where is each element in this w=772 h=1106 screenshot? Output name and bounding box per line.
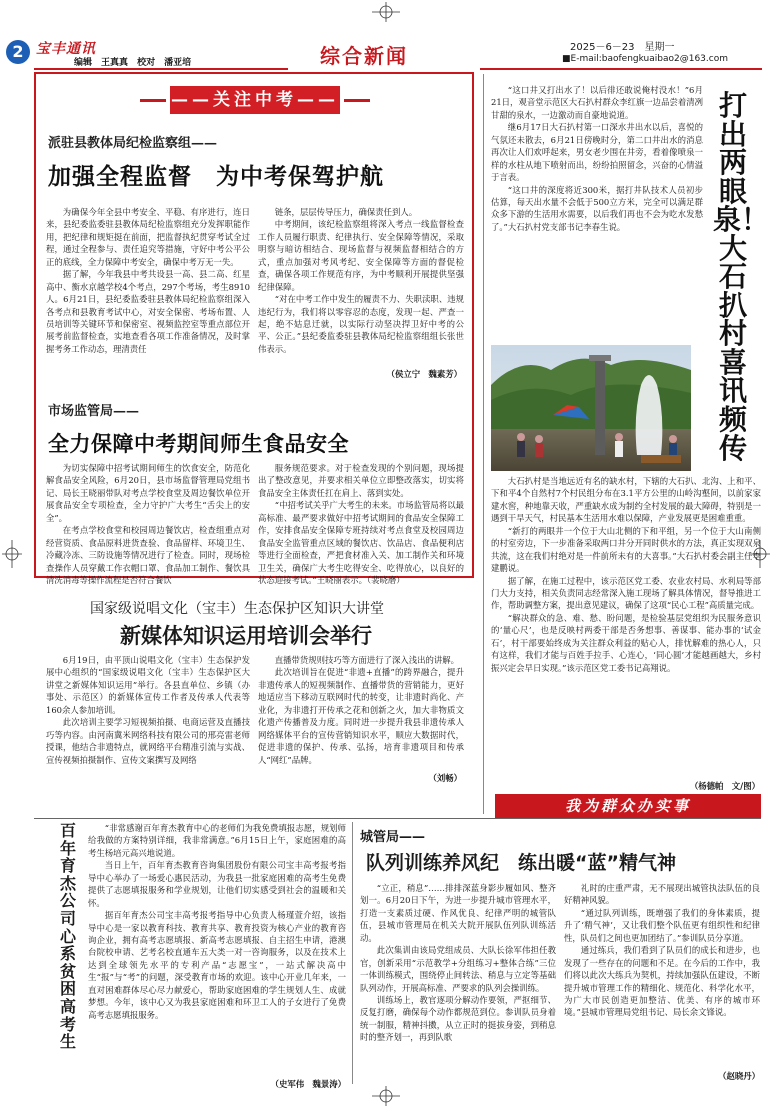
article-headline: 全力保障中考期间师生食品安全 (48, 432, 349, 456)
paragraph: “这口井又打出水了！以后徘还敢说俺村没水！”6月21日，观音堂示范区大石扒村群众李红旗一边品尝着清冽甘甜的泉水，一边激动而自豪地说道。 (491, 85, 703, 120)
banner-deco-line (344, 99, 370, 102)
article-kicker: 市场监管局—— (48, 404, 140, 419)
issue-date: 2025－6－23 星期一 (570, 42, 675, 53)
article-headline: 新媒体知识运用培训会举行 (120, 624, 372, 648)
article-headline: 打出两眼泉！大石扒村喜讯频传 (713, 89, 770, 465)
article-body-col2 (258, 462, 464, 585)
header-rule (480, 68, 762, 70)
photo-caption: 大石扒村是当地远近有名的缺水村，下辖的大石扒、北沟、上和平、下和平4个自然村7个村民组分布在3.1平方公里的山岭沟壑间，以前家家建水窖，种地靠天收，严重缺水成为制约全村发展的最大障碍，特别是一遇到干旱天气，村民基本生活用水难以保障，产业发展更是困难重重。 (491, 476, 761, 524)
service-banner: 我为群众办实事 (495, 794, 761, 818)
article-body-col1 (360, 882, 556, 1080)
section-title: 综合新闻 (320, 44, 408, 68)
paragraph: “解决群众的急、难、愁、盼问题，是检验基层党组织为民服务意识的‘量心尺’，也是反映村两委干部是否务想事、善谋事、能办事的‘试金石’，村干部要始终成为关注群众利益的贴心人，排忧解难的热心人，只有这样，我们才能与百姓手拉手、心连心，‘同心圆’才能越画越大，乡村振兴定会早日实现。”该示范区党工委书记高翔说。 (491, 612, 761, 673)
banner-deco-line (140, 99, 166, 102)
editor-credits (74, 55, 197, 68)
article-headline: 加强全程监督 为中考保驾护航 (48, 164, 384, 190)
paragraph: “立正，稍息”……排排深蓝身影步履如风、整齐划一。6月20日下午，为进一步提升城市管理水平，打造一支素质过硬、作风优良、纪律严明的城管队伍，县城市管理局在机关大院开展队伍列队训练活动。 (360, 883, 556, 943)
paragraph: 直播带货规则技巧等方面进行了深入浅出的讲解。 (274, 655, 460, 665)
article-body-col2 (258, 206, 464, 364)
article-byline: （刘畅） (428, 773, 462, 783)
editor-name: 编辑 王真真 (74, 58, 129, 68)
paragraph: 中考期间，该纪检监察组将深入考点一线监督检查工作人员履行职责、纪律执行、安全保障等情况，采取明察与暗访相结合、现场监督与视频监督相结合的方式，重点加强对考风考纪、安全保障等方面的督促检查，确保各项工作规范有序，为中考顺利开展提供坚强纪律保障。 (258, 219, 464, 292)
article-body-col2 (258, 654, 464, 772)
article-headline: 百年育杰公司心系贫困高考生 (59, 821, 76, 1052)
paragraph: 此次集训由该局党组成员、大队长徐军伟担任教官，创新采用“示范教学+分组练习+整体合练”三位一体训练模式，围绕停止间转法、稍息与立定等基础队列动作，开展高标准、严要求的队列会操训练。 (360, 945, 556, 993)
paragraph: “通过队列训练，既增强了我们的身体素质，提升了‘精气神’，又让我们整个队伍更有组织性和纪律性，队员们之间也更加团结了。”参训队员分享道。 (564, 907, 760, 943)
well-drilling-photo (491, 345, 691, 471)
paragraph: 据了解，今年我县中考共设县一高、县二高、红星高中、衡水京越学校4个考点，297个考场，考生8910人。6月21日，县纪委监委驻县教体局纪检监察组深入各考点和县教育考试中心，对安全保密、考场布置、人员培训等关键环节和保密室、视频监控室等重点部位开展考前监督检查，实地查看各项工作准备情况，及时掌握考务工作动态，理清责任 (46, 269, 250, 354)
page-number: 2 (6, 40, 30, 64)
paragraph: 礼时的庄重严肃，无不展现出城管执法队伍的良好精神风貌。 (564, 883, 760, 906)
registration-mark-icon (372, 1086, 400, 1106)
article-kicker: 国家级说唱文化（宝丰）生态保护区知识大讲堂 (90, 601, 384, 617)
column-rule (352, 822, 353, 1084)
paragraph: “新打的两眼井一个位于大山北侧的下和平组，另一个位于大山南侧的村室旁边，下一步准备采取两口井分开同时供水的方法，真正实现双泉共流，这在我们村绝对是一件前所未有的大喜事。”大石扒村委会副主任李建鹏说。 (491, 525, 761, 574)
article-byline: （侯立宁 魏素芳） (386, 369, 462, 379)
paragraph: 服务规范要求。对于检查发现的个别问题，现场提出了整改意见，并要求相关单位立即整改落实，切实将食品安全主体责任扛在肩上、落到实处。 (258, 463, 464, 498)
section-divider (34, 818, 761, 819)
article-body-col1 (46, 462, 250, 585)
paragraph: “中招考试关乎广大考生的未来。市场监管局将以最高标准、最严要求做好中招考试期间的食品安全保障工作，安排食品安全保障专班持续对考点食堂及校园周边食品安全监管重点区域的餐饮店、饮品店、食品便利店等进行全面检查，严把食材准入关、加工制作关和环境卫生关，确保广大考生吃得安全、吃得放心，以良好的状态迎接考试。”王晓丽表示。（裴晓磨） (258, 500, 464, 585)
article-byline: （史军伟 魏景涛） (270, 1079, 346, 1089)
article-kicker: 城管局—— (360, 830, 426, 845)
paragraph: 通过练兵，我们看到了队员们的成长和进步，也发现了一些存在的问题和不足。在今后的工作中，我们将以此次大练兵为契机，持续加强队伍建设，不断提升城市管理工作的精细化、规范化、科学化水平，为广大市民创造更加整洁、优美、有序的城市环境。”县城市管理局党组书记、局长余文锋说。 (564, 945, 760, 1018)
paragraph: 6月19日，由平顶山说唱文化（宝丰）生态保护发展中心组织的“国家级说唱文化（宝丰）生态保护区大讲堂之新媒体知识运用”举行。各县直单位、乡镇（办事处、示范区）的新媒体宣传工作者及传承人代表等160余人参加培训。 (46, 655, 250, 715)
paragraph: 据百年育杰公司宝丰高考报考指导中心负责人杨瑾萱介绍，该指导中心是一家以教育科技、教育共享、教育投资为核心产业的教育咨询企业，拥有高考志愿填报、新高考志愿填报、自主招生申请，港澳台院校申请、艺考名校直通车五大类一对一咨询服务，以及在技术上达到全球领先水平的专利产品“志愿宝”，一站式解决高中生“报”与“考”的问题，深受教育市场的欢迎。该中心开业几年来，一直对困难群体尽心尽力献爱心，帮助家庭困难的学生规划人生、成就梦想。今年，该中心又为我县家庭困难和环卫工人的子女进行了免费高考志愿填报服务。 (88, 910, 346, 1020)
paragraph: 当日上午，百年育杰教育咨询集团股份有限公司宝丰高考报考指导中心举办了一场爱心惠民活动，为我县一批家庭困难的高考生免费提供了志愿填报服务和学业规划，让他们切实感受到社会的温暖和关怀。 (88, 860, 346, 908)
paragraph: “对在中考工作中发生的履责不力、失职渎职、违规违纪行为，我们将以零容忍的态度，发现一起、严查一起，绝不姑息迁就，以实际行动坚决捍卫好中考的公平、公正。”县纪委监委驻县教体局纪检监察组组长张世伟表示。 (258, 294, 464, 354)
article-body-col1 (46, 206, 250, 384)
article-body-col1 (46, 654, 250, 782)
paragraph: 训练场上，教官逐项分解动作要领，严抠细节、反复打磨，确保每个动作都规范到位。参训队员身着统一制服，精神抖擞，从立正时的挺拔身姿，到稍息时的整齐划一，再到队歌 (360, 994, 556, 1043)
article-byline: （杨德帕 文/图） (640, 780, 760, 792)
paper-name: 宝丰通讯 (36, 41, 96, 57)
focus-banner-text: 关注中考 (213, 90, 297, 110)
article-body-top (491, 84, 703, 342)
paragraph: “非常感谢百年育杰教育中心的老师们为我免费填报志愿，规划师给我做的方案特别详细，我非常满意。”6月15日上午，家庭困难的高考生杨培元高兴地说道。 (88, 823, 346, 858)
paragraph: “这口井的深度将近300米，据打井队技术人员初步估算，每天出水量不会低于500立方米，完全可以满足群众多下游的生活用水需要，以后我们再也不会为吃水发愁了。”大石扒村党支部书记李春生说。 (491, 184, 703, 232)
paragraph: 此次培训旨在促进“非遗+直播”的跨界融合，提升非遗传承人的短视频制作、直播带货的营销能力，更好地适应当下移动互联网时代的转变，让非遗时尚化、产业化，为非遗打开传承之花和创新之火，加大非物质文化遗产传播普及力度。同时进一步提升我县非遗传承人网络媒体平台的宣传营销知识水平，顺应大数据时代，促进非遗的保护、传承、弘扬，培育非遗项目和传承人“网红”品牌。 (258, 667, 464, 765)
column-rule (483, 74, 484, 814)
article-kicker: 派驻县教体局纪检监察组—— (48, 136, 218, 151)
focus-banner: ——关注中考—— (170, 86, 340, 114)
article-body-col2 (564, 882, 760, 1068)
paragraph: 为确保今年全县中考安全、平稳、有序进行，连日来，县纪委监委驻县教体局纪检监察组充分发挥职能作用，把纪律和规矩挺在前面，把监督执纪贯穿考试全过程，通过全程参与、责任追究等措施，守好中考公平公正的底线，全力保障中考安全，确保中考万无一失。 (46, 207, 250, 267)
contact-email: ■E-mail:baofengkuaibao2@163.com (562, 54, 728, 64)
paragraph: 此次培训主要学习短视频拍摄、电商运营及直播技巧等内容。由河南冀米网络科技有限公司的邢亮雷老师授课，他结合非遗特点，就网络平台精准引流与实战、宣传视频拍摄制作、宣传文案撰写及网络 (46, 717, 250, 765)
paragraph: 继6月17日大石扒村第一口深水井出水以后，喜悦的气氛还未散去，6月21日傍晚时分，第二口井出水的消息再次让人们欢呼起来，男女老少围在井旁，看着像喷泉一样的水柱从地下喷射而出，纷纷拍照留念，兴奋的心情溢于言表。 (491, 122, 703, 183)
paragraph: 在考点学校食堂和校园周边餐饮店，检查组重点对经营资质、食品原料进货查验、食品留样、环境卫生、冷藏冷冻、三防设施等情况进行了检查。同时，现场检查操作人员穿戴工作衣帽口罩、食品加工制作、餐饮具清洗消毒等操作流程是否符合餐饮 (46, 525, 250, 585)
header-rule (34, 68, 288, 70)
proofreader-name: 校对 潘亚培 (137, 58, 192, 68)
registration-mark-icon (2, 540, 22, 568)
article-headline: 队列训练养风纪 练出暖“蓝”精气神 (366, 852, 676, 874)
registration-mark-icon (372, 2, 400, 22)
paragraph: 据了解，在施工过程中，该示范区党工委、农业农村局、水利局等部门大力支持，相关负责同志经常深入施工现场了解具体情况，督导推进工作，帮助调整方案，提出意见建议，确保了这项“民心工程”高质量完成。 (491, 575, 761, 611)
article-body (88, 822, 346, 1074)
article-byline: （赵晓丹） (718, 1071, 760, 1081)
paragraph: 链条，层层传导压力，确保责任到人。 (274, 207, 418, 217)
paragraph: 为切实保障中招考试期间师生的饮食安全，防范化解食品安全风险，6月20日，县市场监督管理局党组书记、局长王晓丽带队对考点学校食堂及周边餐饮单位开展食品安全专项检查，全力守护广大考生“舌尖上的安全”。 (46, 463, 250, 523)
article-body-bottom (491, 475, 761, 791)
